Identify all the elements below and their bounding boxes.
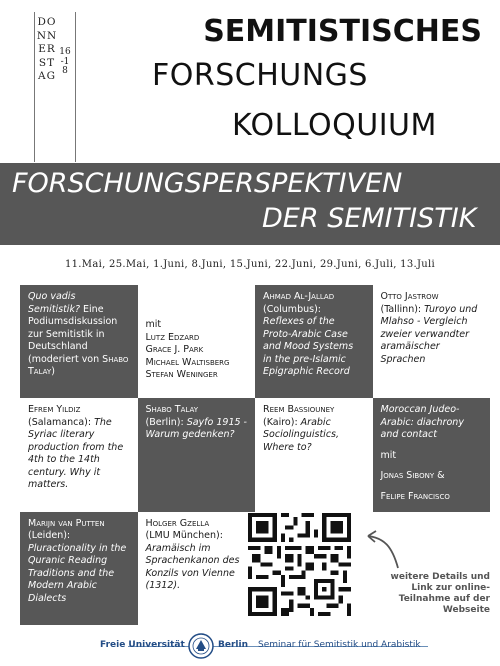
speaker-name: Holger Gzella: [145, 517, 210, 529]
speaker-name: Otto Jastrow: [380, 291, 439, 302]
talk-title: Pluractionality in the Quranic Reading Traditions and the Modern Arabic Dialects: [28, 542, 127, 604]
cell-yildiz: [20, 398, 138, 511]
podium-text: Eine Podiumsdiskussion zur Semitistik in Deutschland (moderiert von: [28, 303, 118, 365]
qr-code[interactable]: [248, 513, 351, 616]
talk-mit: mit: [380, 449, 397, 461]
speaker-1: Jonas Sibony &: [380, 470, 445, 482]
speaker-place: (Leiden):: [28, 530, 71, 542]
speaker-place: (Berlin):: [145, 416, 187, 428]
talk-title: Moroccan Judeo-Arabic: diachrony and contact: [380, 404, 464, 441]
cell-van-putten: [20, 512, 138, 625]
speaker-name: Marijn van Putten: [28, 517, 105, 529]
arrow-icon: [362, 526, 402, 570]
university-seal-icon: [187, 632, 215, 660]
speaker-place: (Columbus):: [263, 303, 321, 315]
talk-title: Reflexes of the Proto-Arabic Case and Mood Systems in the pre-Islamic Epigraphic Record: [263, 316, 354, 377]
cell-gzella: [138, 512, 256, 625]
podium-close: ): [51, 366, 55, 377]
title-line-3: KOLLOQUIUM: [232, 108, 437, 143]
details-note: weitere Details und Link zur online-Teilnahme auf der Webseite: [390, 572, 490, 615]
university-name-left: Freie Universität: [100, 640, 185, 650]
speaker-place: (Kairo):: [263, 416, 301, 428]
panelist-4: Stefan Weninger: [145, 369, 218, 380]
talk-title: Turoyo und Mlahso - Vergleich zweier verwandter aramäischer Sprachen: [380, 303, 478, 365]
speaker-name: Ahmad Al-Jallad: [263, 291, 335, 302]
speaker-2: Felipe Francisco: [380, 490, 450, 502]
talk-title: Arabic Sociolinguistics, Where to?: [263, 416, 340, 453]
cell-al-jallad: [255, 285, 373, 398]
podium-moderator: Shabo Talay: [28, 353, 129, 377]
university-name-right: Berlin: [218, 640, 248, 650]
speaker-place: (Tallinn):: [380, 303, 425, 315]
podium-title: Quo vadis Semitistik?: [28, 291, 80, 315]
speaker-place: (Salamanca):: [28, 416, 95, 428]
speaker-name: Shabo Talay: [145, 404, 198, 416]
cell-panelists: [138, 285, 256, 398]
cell-jastrow: [373, 285, 491, 398]
cell-talay: [138, 398, 256, 511]
panelist-2: Grace J. Park: [145, 344, 204, 355]
title-line-1: SEMITISTISCHES: [203, 14, 482, 49]
title-line-2: FORSCHUNGS: [152, 58, 368, 93]
time-label: 16-18: [59, 47, 71, 76]
speaker-name: Reem Bassiouney: [263, 404, 335, 416]
talk-title: The Syriac literary production from the 4th to the 14th century. Why it matters.: [28, 416, 124, 491]
cell-podium: [20, 285, 138, 398]
cell-bassiouney: [255, 398, 373, 511]
subtitle-line-2: DER SEMITISTIK: [262, 203, 477, 234]
cell-judeo-arabic: [373, 398, 491, 511]
talk-title: Aramäisch im Sprachenkanon des Konzils von Vienne (1312).: [145, 542, 240, 592]
session-dates: 11.Mai, 25.Mai, 1.Juni, 8.Juni, 15.Juni, 22.Juni, 29.Juni, 6.Juli, 13.Juli: [64, 259, 436, 270]
speaker-name: Efrem Yildiz: [28, 404, 81, 416]
weekday-label: DONNERSTAG: [36, 16, 58, 82]
speaker-place: (LMU München):: [145, 530, 223, 542]
subtitle-line-1: FORSCHUNGSPERSPEKTIVEN: [12, 168, 403, 199]
panelist-3: Michael Waltisberg: [145, 356, 230, 368]
panel-mit: mit: [145, 319, 162, 330]
seminar-name: Seminar für Semitistik und Arabistik: [258, 640, 421, 650]
panelist-1: Lutz Edzard: [145, 331, 200, 343]
talk-title: Sayfo 1915 - Warum gedenken?: [145, 416, 247, 441]
